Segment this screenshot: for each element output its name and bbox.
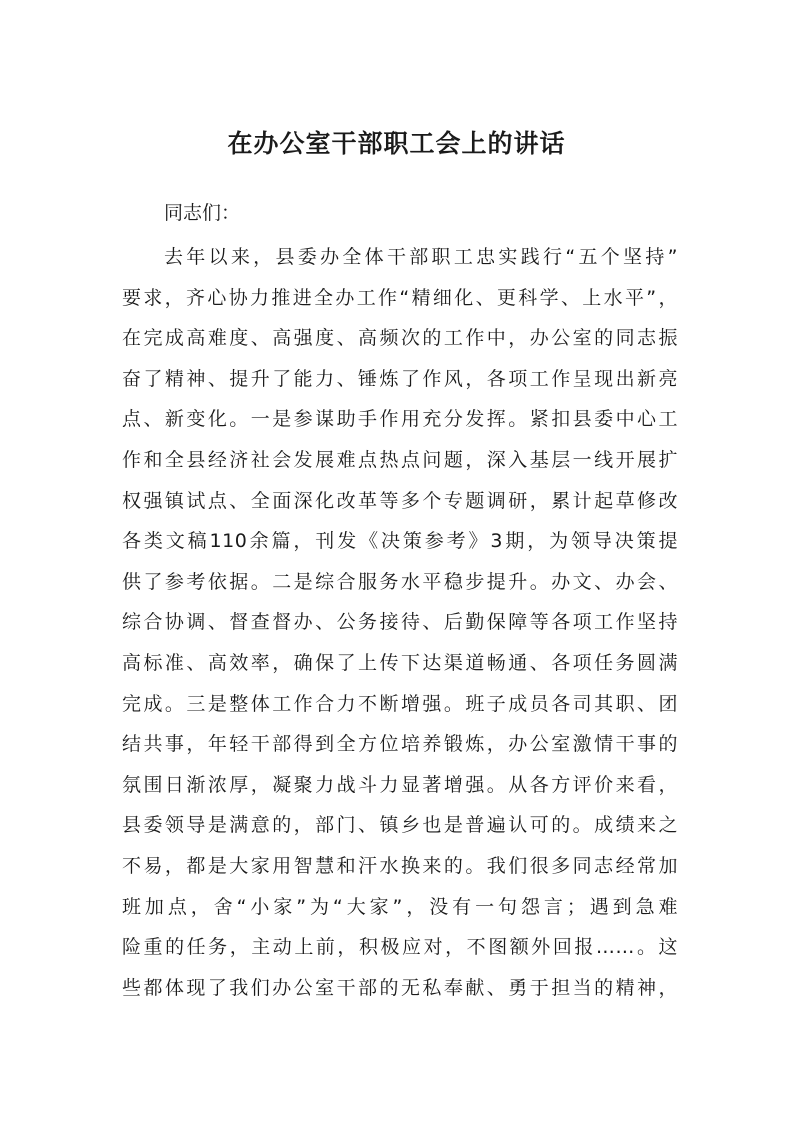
text-line: 完成。三是整体工作合力不断增强。班子成员各司其职、团 [122,692,678,715]
text-line: 些都体现了我们办公室干部的无私奉献、勇于担当的精神， [122,976,678,999]
text-line: 氛围日渐浓厚，凝聚力战斗力显著增强。从各方评价来看， [122,773,678,796]
salutation: 同志们： [164,202,241,224]
text-line: 奋了精神、提升了能力、锤炼了作风，各项工作呈现出新亮 [122,367,678,390]
text-line: 要求，齐心协力推进全办工作“精细化、更科学、上水平”， [122,286,678,309]
text-line: 高标准、高效率，确保了上传下达渠道畅通、各项任务圆满 [122,651,678,674]
text-line: 各类文稿110余篇，刊发《决策参考》3期，为领导决策提 [122,530,678,553]
text-line: 县委领导是满意的，部门、镇乡也是普遍认可的。成绩来之 [122,814,678,837]
text-line: 权强镇试点、全面深化改革等多个专题调研，累计起草修改 [122,489,678,512]
text-line: 不易，都是大家用智慧和汗水换来的。我们很多同志经常加 [122,854,678,877]
text-line: 去年以来，县委办全体干部职工忠实践行“五个坚持” [164,246,678,268]
text-line: 综合协调、督查督办、公务接待、后勤保障等各项工作坚持 [122,611,678,634]
text-line: 点、新变化。一是参谋助手作用充分发挥。紧扣县委中心工 [122,408,678,431]
text-line: 结共事，年轻干部得到全方位培养锻炼，办公室激情干事的 [122,733,678,756]
text-line: 险重的任务，主动上前，积极应对，不图额外回报……。这 [122,936,678,959]
text-line: 在完成高难度、高强度、高频次的工作中，办公室的同志振 [122,327,678,350]
text-line: 供了参考依据。二是综合服务水平稳步提升。办文、办会、 [122,570,678,593]
text-line: 班加点，舍“小家”为“大家”，没有一句怨言；遇到急难 [122,895,678,918]
text-line: 作和全县经济社会发展难点热点问题，深入基层一线开展扩 [122,448,678,471]
document-title: 在办公室干部职工会上的讲话 [227,129,566,158]
body-text [122,237,678,1008]
